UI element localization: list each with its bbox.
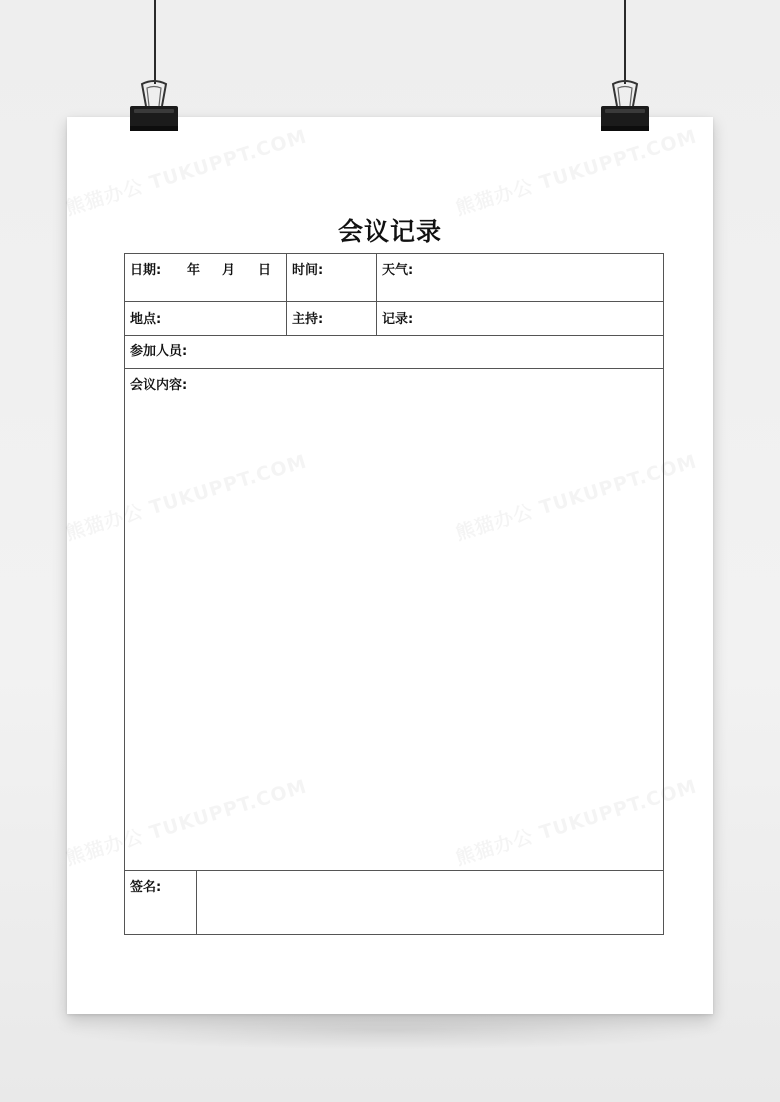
document-title: 会议记录 <box>337 217 442 246</box>
column-divider <box>196 870 197 934</box>
attendees-label: 参加人员: <box>130 344 188 359</box>
place-label: 地点: <box>130 312 162 327</box>
column-divider <box>376 254 377 335</box>
left-hanging-wire <box>154 0 156 84</box>
floor-shadow <box>40 1010 740 1050</box>
column-divider <box>286 254 287 335</box>
content-label: 会议内容: <box>130 378 188 393</box>
date-label: 日期: <box>130 263 162 278</box>
signature-label: 签名: <box>130 880 162 895</box>
weather-label: 天气: <box>382 263 414 278</box>
host-label: 主持: <box>292 312 324 327</box>
row-divider <box>125 335 663 336</box>
year-label: 年 <box>187 263 201 278</box>
right-hanging-wire <box>624 0 626 84</box>
row-divider <box>125 368 663 369</box>
time-label: 时间: <box>292 263 324 278</box>
day-label: 日 <box>258 263 272 278</box>
meeting-record-form <box>124 253 664 935</box>
month-label: 月 <box>222 263 236 278</box>
right-binder-clip-icon <box>600 76 650 134</box>
row-divider <box>125 301 663 302</box>
row-divider <box>125 870 663 871</box>
left-binder-clip-icon <box>129 76 179 134</box>
recorder-label: 记录: <box>382 312 414 327</box>
